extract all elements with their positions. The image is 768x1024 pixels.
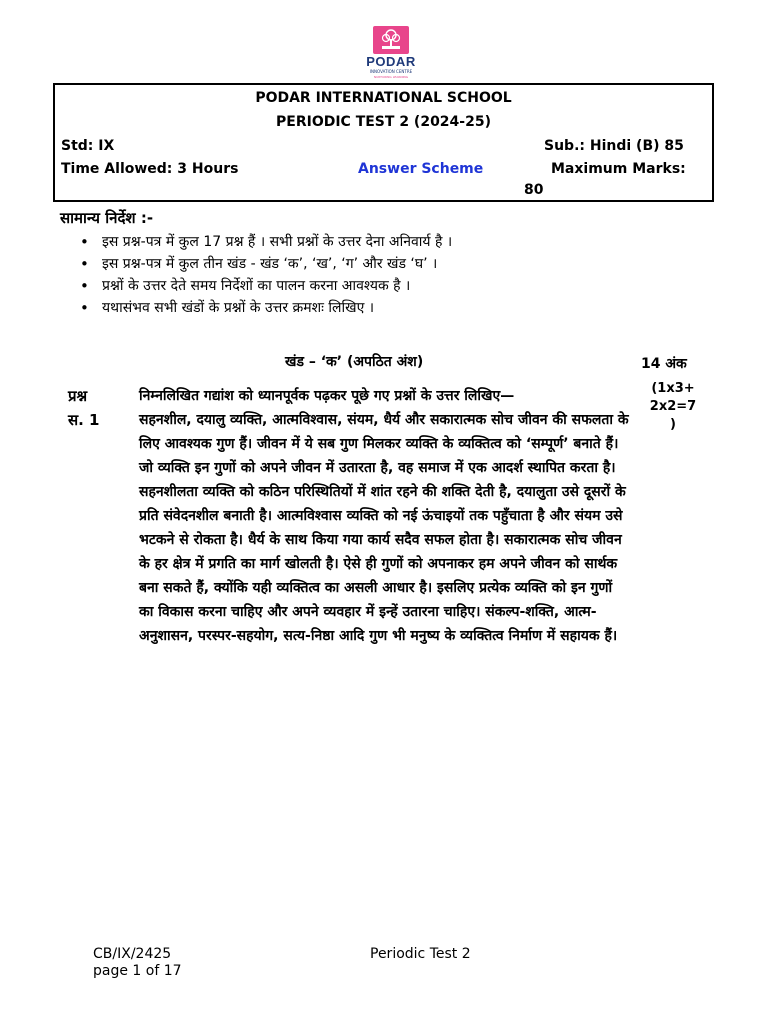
question-marks: (1x3+ 2x2=7 ) bbox=[649, 381, 697, 432]
instruction-item: • इस प्रश्न-पत्र में कुल 17 प्रश्न हैं । सभी प्रश्नों के उत्तर देना अनिवार्य है । bbox=[78, 233, 718, 252]
school-logo bbox=[360, 26, 422, 78]
logo-tree-icon bbox=[373, 26, 409, 54]
instructions-list bbox=[78, 233, 718, 321]
instruction-item: • प्रश्नों के उत्तर देते समय निर्देशों का पालन करना आवश्यक है । bbox=[78, 277, 718, 296]
time-allowed: Time Allowed: 3 Hours bbox=[61, 161, 239, 177]
header-box bbox=[53, 83, 714, 202]
instruction-item: • यथासंभव सभी खंडों के प्रश्नों के उत्तर क्रमशः लिखिए । bbox=[78, 299, 718, 318]
question-number: प्रश्न स. 1 bbox=[68, 387, 100, 429]
passage-text: सहनशील, दयालु व्यक्ति, आत्मविश्वास, संयम, धैर्य और सकारात्मक सोच जीवन की सफलता के लिए आवश्यक गुण हैं। जीवन में ये सब गुण मिलकर व्यक्ति के व्यक्तित्व को ‘सम्पूर्ण’ बनाते हैं। जो व्यक्ति इन गुणों को अपने जीवन में उतारता है, वह समाज में एक आदर्श स्थापित करता है। सहनशीलता व्यक्ति को कठिन परिस्थितियों में शांत रहने की शक्ति देती है, दयालुता उसे दूसरों के प्रति संवेदनशील बनाती है। आत्मविश्वास व्यक्ति को नई ऊंचाइयों तक पहुँचाता है और संयम उसे भटकने से रोकता है। धैर्य के साथ किया गया कार्य सदैव सफल होता है। सकारात्मक सोच जीवन के हर क्षेत्र में प्रगति का मार्ग खोलती है। ऐसे ही गुणों को अपनाकर हम अपने जीवन को सार्थक बना सकते हैं, क्योंकि यही व्यक्तित्व का असली आधार है। इसलिए प्रत्येक व्यक्ति को इन गुणों का विकास करना चाहिए और अपने व्यवहार में इन्हें उतारना चाहिए। संकल्प-शक्ति, आत्म-अनुशासन, परस्पर-सहयोग, सत्य-निष्ठा आदि गुण भी मनुष्य के व्यक्तित्व निर्माण में सहायक हैं। bbox=[139, 412, 629, 644]
question-body bbox=[139, 384, 631, 648]
section-title: खंड – ‘क’ (अपठित अंश) bbox=[285, 354, 424, 370]
school-name: PODAR INTERNATIONAL SCHOOL bbox=[255, 90, 512, 106]
footer-title: Periodic Test 2 bbox=[370, 946, 471, 962]
document-code: CB/IX/2425 bbox=[93, 946, 172, 962]
logo-brand: PODAR bbox=[366, 54, 416, 69]
instruction-item: • इस प्रश्न-पत्र में कुल तीन खंड - खंड ‘क’, ‘ख’, ‘ग’ और खंड ‘घ’ । bbox=[78, 255, 718, 274]
instructions-title: सामान्य निर्देश :- bbox=[60, 209, 154, 227]
maximum-marks-value: 80 bbox=[524, 182, 544, 198]
footer-left bbox=[93, 946, 182, 980]
standard: Std: IX bbox=[61, 138, 115, 154]
page-number: page 1 of 17 bbox=[93, 963, 182, 979]
subject: Sub.: Hindi (B) 85 bbox=[544, 138, 684, 154]
section-marks: 14 अंक bbox=[641, 356, 687, 372]
answer-scheme-label: Answer Scheme bbox=[358, 161, 484, 177]
question-instruction: निम्नलिखित गद्यांश को ध्यानपूर्वक पढ़कर पूछे गए प्रश्नों के उत्तर लिखिए— bbox=[139, 388, 515, 404]
maximum-marks-label: Maximum Marks: bbox=[551, 161, 686, 177]
test-name: PERIODIC TEST 2 (2024-25) bbox=[276, 114, 491, 130]
logo-tagline-2: NURTURING LEARNING bbox=[373, 75, 409, 79]
logo-tagline: INNOVATION CENTRE bbox=[369, 69, 413, 74]
